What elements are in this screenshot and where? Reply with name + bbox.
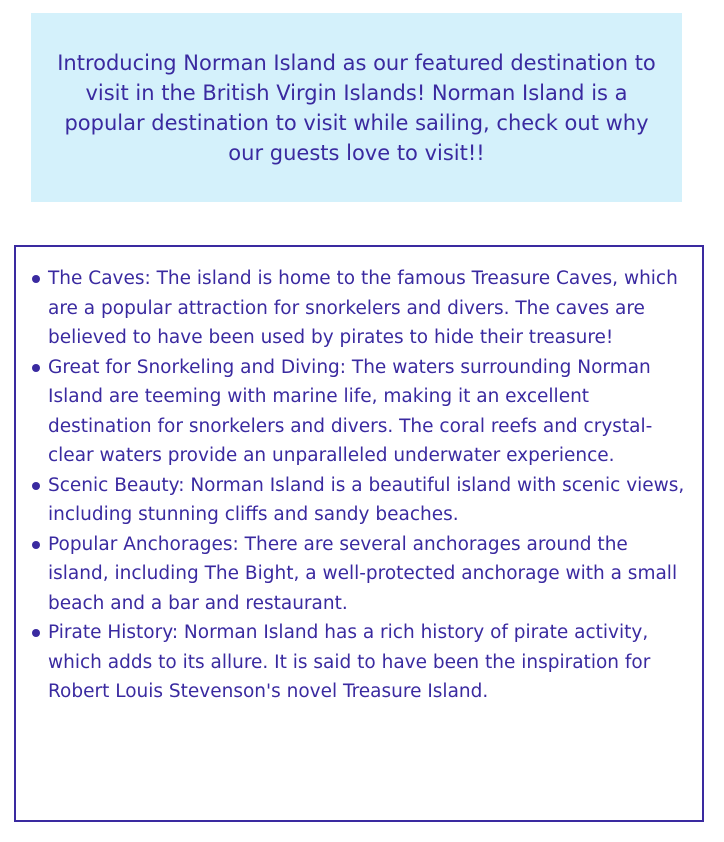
intro-text: Introducing Norman Island as our featured destination to visit in the British Virgin Islands! Norman Island is a popular destination to visit while sailing, check out why our guests love to visit!! [57, 50, 656, 165]
list-item-text: Scenic Beauty: Norman Island is a beautiful island with scenic views, including stunning cliffs and sandy beaches. [48, 474, 685, 525]
list-item-anchorages [30, 530, 694, 619]
intro-banner [31, 13, 682, 202]
bullet-icon [32, 364, 40, 372]
attractions-panel [14, 245, 704, 822]
attractions-list [30, 264, 694, 707]
bullet-icon [32, 541, 40, 549]
list-item-text: Popular Anchorages: There are several anchorages around the island, including The Bight, a well-protected anchorage with a small beach and a bar and restaurant. [48, 533, 678, 614]
bullet-icon [32, 275, 40, 283]
list-item-scenic-beauty [30, 471, 694, 530]
list-item-snorkeling [30, 353, 694, 471]
list-item-text: Great for Snorkeling and Diving: The waters surrounding Norman Island are teeming with marine life, making it an excellent destination for snorkelers and divers. The coral reefs and crystal-clear waters provide an unparalleled underwater experience. [48, 356, 653, 466]
bullet-icon [32, 482, 40, 490]
list-item-pirate-history [30, 618, 694, 707]
list-item-text: The Caves: The island is home to the famous Treasure Caves, which are a popular attraction for snorkelers and divers. The caves are believed to have been used by pirates to hide their treasure! [48, 268, 678, 348]
list-item-caves [30, 264, 694, 353]
list-item-text: Pirate History: Norman Island has a rich history of pirate activity, which adds to its allure. It is said to have been the inspiration for Robert Louis Stevenson's novel Treasure Island. [48, 622, 651, 702]
bullet-icon [32, 629, 40, 637]
